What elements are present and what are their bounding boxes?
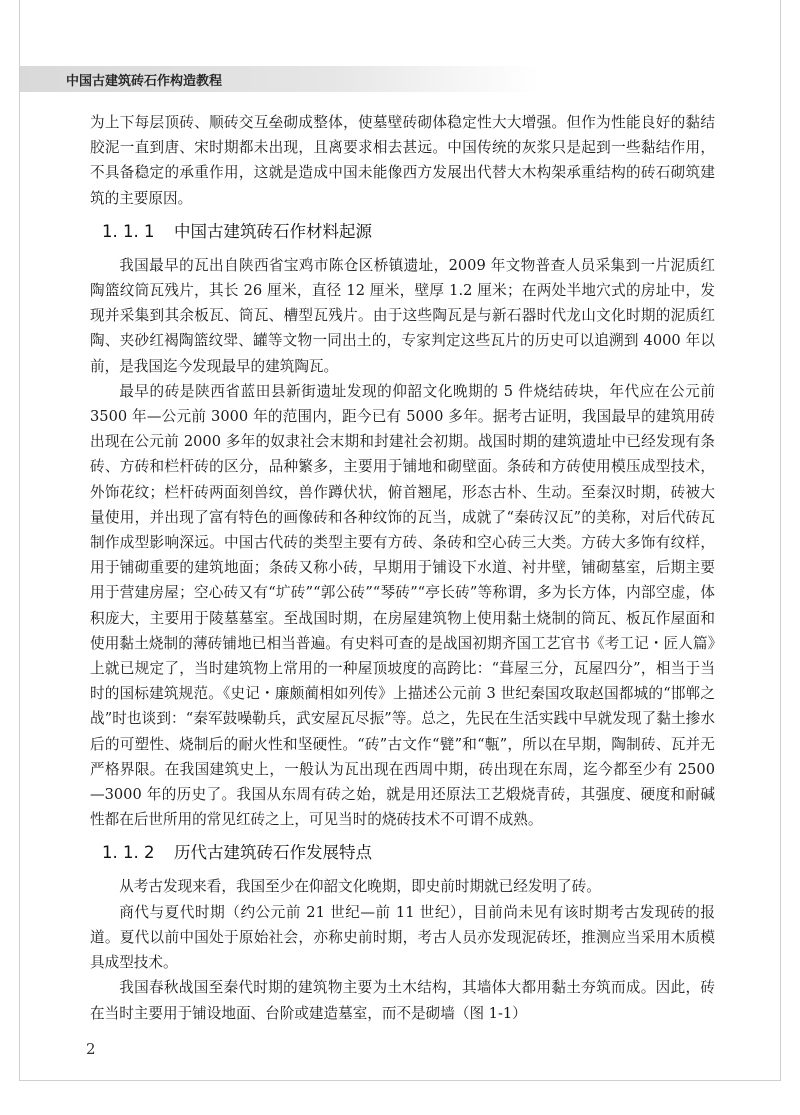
- section-title: 中国古建筑砖石作材料起源: [174, 221, 372, 241]
- body-paragraph: 为上下每层顶砖、顺砖交互垒砌成整体，使墓壁砖砌体稳定性大大增强。但作为性能良好的黏结胶泥一直到唐、宋时期都未出现，且离要求相去甚远。中国传统的灰浆只是起到一些黏结作用，不具备稳定的承重作用，这就是造成中国未能像西方发展出代替大木构架承重结构的砖石砌筑建筑的主要原因。: [90, 114, 715, 207]
- section-heading: [90, 838, 715, 868]
- body-paragraph: 我国春秋战国至秦代时期的建筑物主要为土木结构，其墙体大都用黏土夯筑而成。因此，砖在当时主要用于铺设地面、台阶或建造墓室，而不是砌墙（图 1-1）: [90, 979, 715, 1022]
- running-header-title: 中国古建筑砖石作构造教程: [66, 74, 223, 89]
- page-body: [90, 110, 715, 1026]
- section-title: 历代古建筑砖石作发展特点: [174, 843, 372, 863]
- body-paragraph: 我国最早的瓦出自陕西省宝鸡市陈仓区桥镇遗址，2009 年文物普查人员采集到一片泥质红陶篮纹筒瓦残片，其长 26 厘米，直径 12 厘米，壁厚 1.2 厘米；在两处半地穴式的房址中，发现并采集到其余板瓦、筒瓦、槽型瓦残片。由于这些陶瓦是与新石器时代龙山文化时期的泥质红陶、夹砂红褐陶篮纹斝、罐等文物一同出土的，专家判定这些瓦片的历史可以追溯到 4000 年以前，是我国迄今发现最早的建筑陶瓦。: [90, 256, 715, 375]
- page-number: 2: [86, 1040, 96, 1058]
- section-number: 1. 1. 1: [102, 221, 155, 241]
- running-header: [20, 66, 540, 92]
- body-paragraph: 从考古发现来看，我国至少在仰韶文化晚期，即史前时期就已经发明了砖。: [119, 878, 601, 896]
- body-paragraph: 最早的砖是陕西省蓝田县新街遗址发现的仰韶文化晚期的 5 件烧结砖块，年代应在公元前 3500 年—公元前 3000 年的范围内，距今已有 5000 多年。据考古证明，我国最早的建筑用砖出现在公元前 2000 多年的奴隶社会末期和封建社会初期。战国时期的建筑遗址中已经发现有条砖、方砖和栏杆砖的区分，品种繁多，主要用于铺地和砌壁面。条砖和方砖使用模压成型技术，外饰花纹；栏杆砖两面刻兽纹，兽作蹲伏状，俯首翘尾，形态古朴、生动。至秦汉时期，砖被大量使用，并出现了富有特色的画像砖和各种纹饰的瓦当，成就了“秦砖汉瓦”的美称，对后代砖瓦制作成型影响深远。中国古代砖的类型主要有方砖、条砖和空心砖三大类。方砖大多饰有纹样，用于铺砌重要的建筑地面；条砖又称小砖，早期用于铺设下水道、衬井壁，铺砌墓室，后期主要用于营建房屋；空心砖又有“圹砖”“郭公砖”“琴砖”“亭长砖”等称谓，多为长方体，内部空虚，体积庞大，主要用于陵墓墓室。至战国时期，在房屋建筑物上使用黏土烧制的筒瓦、板瓦作屋面和使用黏土烧制的薄砖铺地已相当普遍。有史料可查的是战国初期齐国工艺官书《考工记・匠人篇》上就已规定了，当时建筑物上常用的一种屋顶坡度的高跨比：“葺屋三分，瓦屋四分”，相当于当时的国标建筑规范。《史记・廉颇蔺相如列传》上描述公元前 3 世纪秦国攻取赵国都城的“邯郸之战”时也谈到：“秦军鼓噪勒兵，武安屋瓦尽振”等。总之，先民在生活实践中早就发现了黏土掺水后的可塑性、烧制后的耐火性和坚硬性。“砖”古文作“甓”和“甎”，所以在早期，陶制砖、瓦并无严格界限。在我国建筑史上，一般认为瓦出现在西周中期，砖出现在东周，迄今都至少有 2500—3000 年的历史了。我国从东周有砖之始，就是用还原法工艺煅烧青砖，其强度、硬度和耐碱性都在后世所用的常见红砖之上，可见当时的烧砖技术不可谓不成熟。: [90, 382, 715, 829]
- section-heading: [90, 217, 715, 247]
- section-number: 1. 1. 2: [102, 843, 155, 863]
- body-paragraph: 商代与夏代时期（约公元前 21 世纪—前 11 世纪），目前尚未见有该时期考古发现砖的报道。夏代以前中国处于原始社会，亦称史前时期，考古人员亦发现泥砖坯，推测应当采用木质模具成型技术。: [90, 903, 715, 972]
- book-page: [19, 0, 781, 1081]
